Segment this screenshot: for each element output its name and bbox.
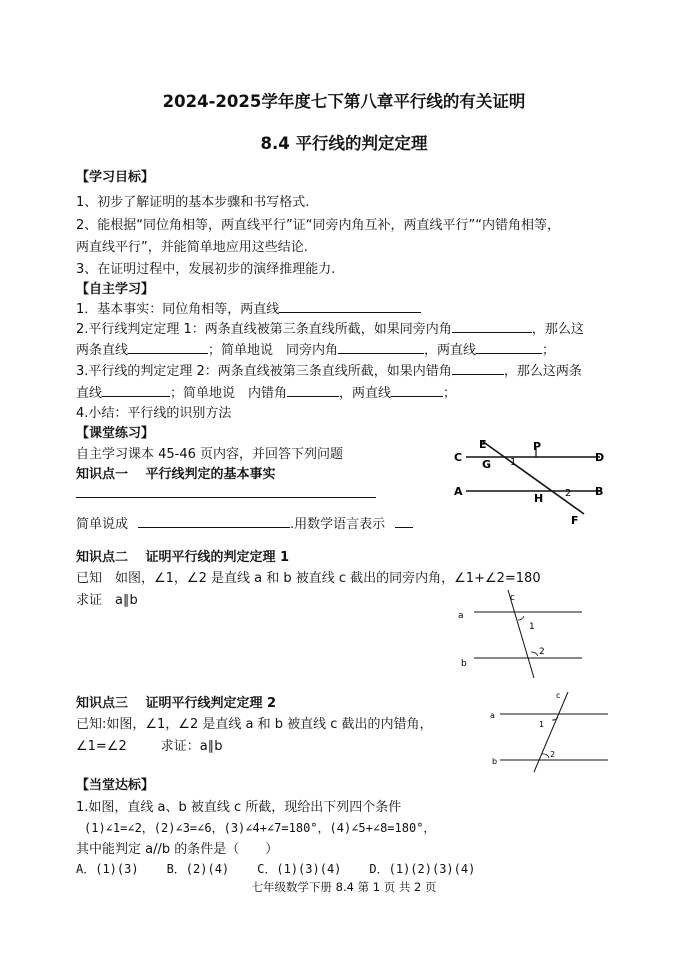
label-f: F [571, 514, 579, 527]
label-a: a [458, 611, 464, 621]
self-study-line-3a-end: ，那么这两条 [503, 364, 582, 379]
figure-parallel-lines-3 [488, 686, 612, 774]
given-2b-condition: ∠1=∠2 [76, 739, 127, 754]
self-study-line-3b-part1: 直线 [76, 386, 103, 401]
page-subtitle: 8.4 平行线的判定定理 [260, 134, 428, 153]
label-c: C [454, 451, 463, 464]
label-c: c [556, 691, 561, 700]
blank-field[interactable] [279, 300, 421, 313]
page-footer: 七年级数学下册 8.4 第 1 页 共 2 页 [251, 880, 437, 894]
self-study-line-2a-text: 2.平行线判定定理 1：两条直线被第三条直线所截，如果同旁内角 [76, 322, 452, 337]
label-p: P [533, 440, 542, 453]
label-b: B [595, 485, 604, 498]
practice-heading: 【课堂练习】 [76, 426, 155, 441]
angle-1-label: 1 [529, 622, 535, 632]
self-study-line-2a-end: ，那么这 [531, 322, 584, 337]
self-study-line-1 [76, 298, 421, 317]
label-c: c [510, 593, 515, 603]
answer-options [76, 860, 475, 877]
angle-2-label: 2 [539, 647, 545, 657]
simple-say-line [76, 513, 413, 532]
goal-item-1: 1、初步了解证明的基本步骤和书写格式. [76, 195, 310, 210]
self-study-line-2b-part3: ，两直线 [424, 343, 477, 358]
label-h: H [534, 492, 544, 505]
figure-parallel-lines-2 [452, 586, 592, 680]
knowledge-point-2: 知识点二 证明平行线的判定定理 1 [76, 550, 290, 565]
angle-2-arc [542, 754, 549, 758]
self-study-line-3b [76, 382, 456, 401]
goals-heading: 【学习目标】 [76, 170, 155, 185]
self-study-line-3b-part2: ；简单地说 内错角 [170, 386, 288, 401]
angle-1-arc [518, 616, 524, 620]
blank-field[interactable] [102, 384, 170, 397]
self-study-line-3a [76, 360, 582, 379]
angle-2-label: 2 [565, 488, 572, 499]
question-1-ask: 其中能判定 a//b 的条件是（ ） [76, 842, 279, 857]
self-study-heading: 【自主学习】 [76, 282, 155, 297]
question-1-conditions: (1)∠1=∠2，(2)∠3=∠6，(3)∠4+∠7=180°，(4)∠5+∠8=180°， [84, 821, 436, 835]
self-study-line-1-text: 1．基本事实：同位角相等，两直线 [76, 302, 280, 317]
knowledge-point-1: 知识点一 平行线判定的基本事实 [76, 467, 276, 482]
simple-say-label: 简单说成 [76, 517, 129, 532]
option-d[interactable]: D．(1)(2)(3)(4) [369, 862, 476, 876]
label-b: b [492, 757, 498, 766]
given-2b-prove: 求证：a∥b [160, 739, 223, 754]
question-1: 1.如图，直线 a、b 被直线 c 所截，现给出下列四个条件 [76, 800, 402, 815]
self-study-line-2b [76, 339, 555, 358]
math-language-label: .用数学语言表示 [290, 517, 386, 532]
blank-field[interactable] [452, 320, 532, 333]
label-a: A [454, 485, 463, 498]
blank-field[interactable] [138, 515, 290, 528]
self-study-line-2a [76, 318, 584, 337]
given-1: 已知 如图，∠1，∠2 是直线 a 和 b 被直线 c 截出的同旁内角，∠1+∠2=180 [76, 571, 541, 586]
option-b[interactable]: B．(2)(4) [166, 862, 230, 876]
self-study-line-3a-text: 3.平行线的判定定理 2：两条直线被第三条直线所截，如果内错角 [76, 364, 452, 379]
label-d: D [595, 451, 605, 464]
option-c[interactable]: C．(1)(3)(4) [257, 862, 342, 876]
self-study-line-2b-part2: ；简单地说 同旁内角 [208, 343, 339, 358]
option-a[interactable]: A．(1)(3) [76, 862, 139, 876]
label-b: b [461, 659, 467, 669]
label-e: E [479, 438, 487, 451]
blank-field[interactable] [476, 341, 542, 354]
goal-item-3: 3、在证明过程中，发展初步的演绎推理能力. [76, 262, 336, 277]
angle-2-arc [531, 652, 538, 656]
blank-field[interactable] [391, 384, 443, 397]
angle-1-label: 1 [539, 720, 545, 729]
given-2b [76, 735, 222, 754]
figure-parallel-lines-1 [448, 436, 612, 530]
self-study-line-2b-part1: 两条直线 [76, 343, 129, 358]
label-g: G [482, 458, 492, 471]
blank-field[interactable] [287, 384, 339, 397]
practice-intro: 自主学习课本 45-46 页内容，并回答下列问题 [76, 447, 344, 462]
blank-field[interactable] [395, 515, 413, 528]
self-study-line-2b-part4: ； [542, 343, 556, 358]
goal-item-2b: 两直线平行”，并能简单地应用这些结论. [76, 240, 308, 255]
answer-line[interactable] [76, 483, 376, 498]
knowledge-point-3: 知识点三 证明平行线判定定理 2 [76, 696, 277, 711]
label-a: a [490, 711, 495, 720]
assessment-heading: 【当堂达标】 [76, 778, 155, 793]
blank-field[interactable] [338, 341, 424, 354]
blank-field[interactable] [452, 362, 504, 375]
self-study-line-3b-part3: ，两直线 [339, 386, 392, 401]
angle-1-label: 1 [510, 457, 517, 468]
angle-2-label: 2 [550, 750, 556, 759]
self-study-line-4: 4.小结：平行线的识别方法 [76, 406, 232, 421]
line-c [508, 590, 534, 678]
prove-1: 求证 a∥b [76, 593, 138, 608]
goal-item-2a: 2、能根据“同位角相等，两直线平行”证“同旁内角互补，两直线平行”“内错角相等， [76, 218, 560, 233]
blank-field[interactable] [128, 341, 208, 354]
page-title: 2024-2025学年度七下第八章平行线的有关证明 [162, 92, 526, 111]
given-2a: 已知:如图，∠1，∠2 是直线 a 和 b 被直线 c 截出的内错角， [76, 717, 433, 732]
self-study-line-3b-part4: ； [443, 386, 457, 401]
